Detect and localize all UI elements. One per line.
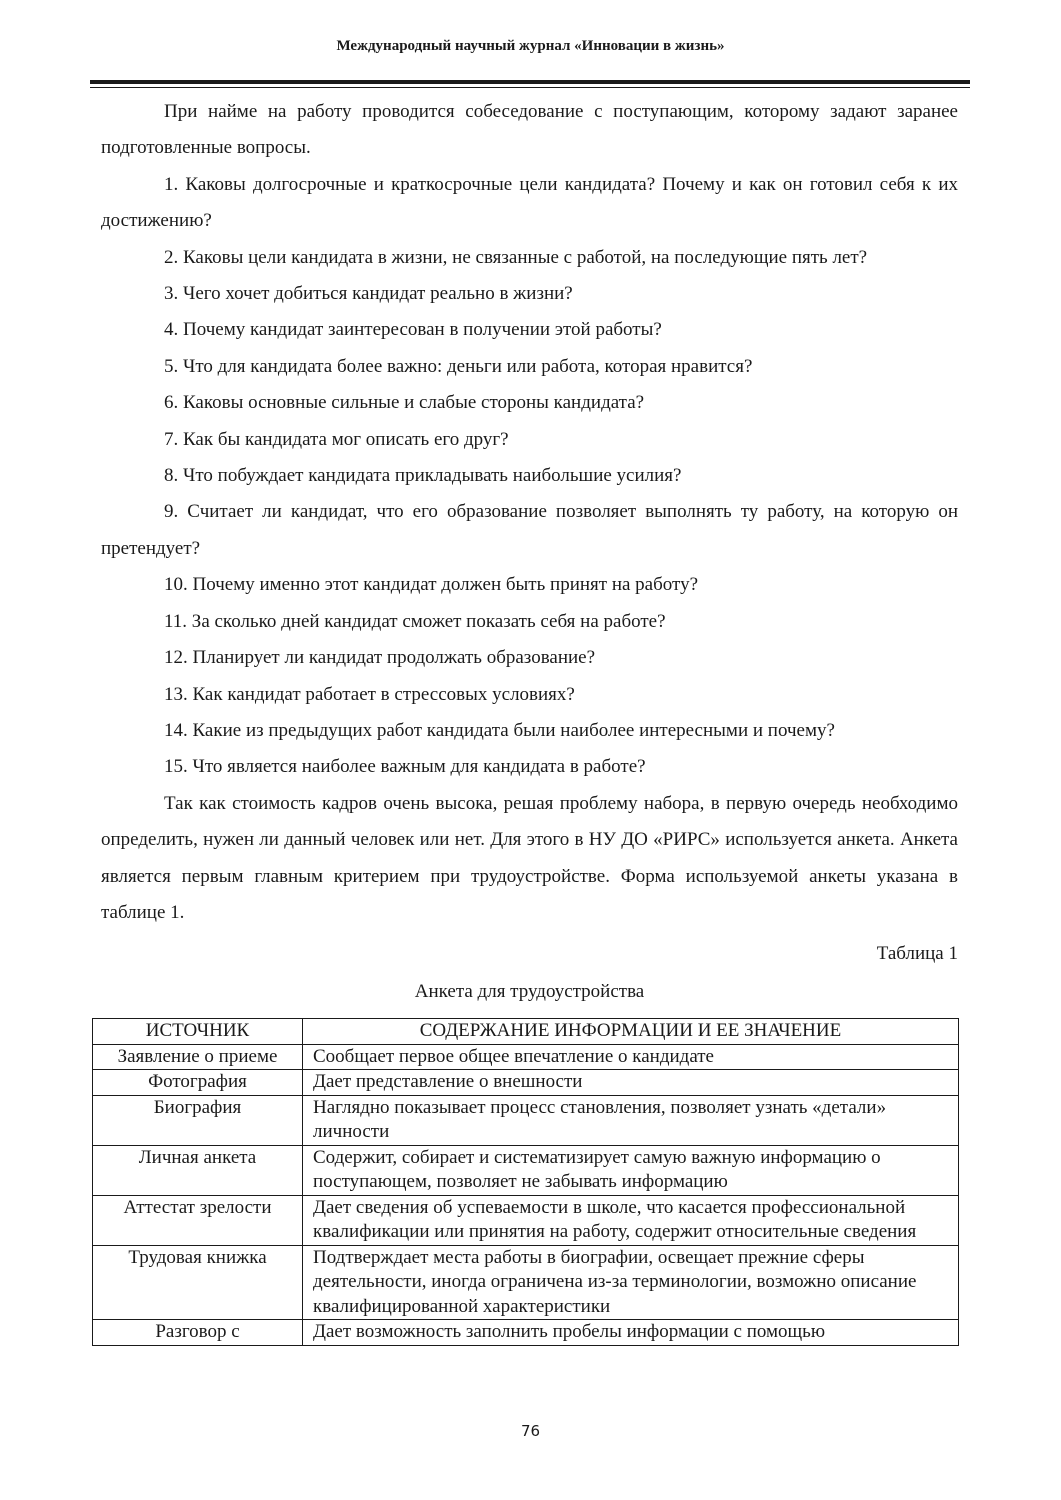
questionnaire-table [92,1018,959,1346]
question-2: 2. Каковы цели кандидата в жизни, не связанные с работой, на последующие пять лет? [164,246,868,268]
table-row [93,1320,959,1346]
row-source: Биография [93,1095,303,1145]
table-row [93,1044,959,1070]
table-row [93,1095,959,1145]
row-source: Заявление о приеме [93,1044,303,1070]
row-content: Дает представление о внешности [303,1070,959,1096]
table-title: Анкета для трудоустройства [414,981,645,1002]
question-15: 15. Что является наиболее важным для кандидата в работе? [164,756,646,778]
header-rule-thin [90,87,970,88]
row-source: Трудовая книжка [93,1245,303,1320]
conclusion-paragraph: Так как стоимость кадров очень высока, решая проблему набора, в первую очередь необходимо определить, нужен ли данный человек или нет. Для этого в НУ ДО «РИРС» используется анкета. Анкета является первым главным критерием при трудоустройстве. Форма используемой анкеты указана в таблице 1. [101,792,958,923]
question-7: 7. Как бы кандидата мог описать его друг? [164,428,509,450]
row-content: Содержит, собирает и систематизирует самую важную информацию о поступающем, позволяет не забывать информацию [303,1145,959,1195]
question-14: 14. Какие из предыдущих работ кандидата были наиболее интересными и почему? [164,719,835,741]
question-9: 9. Считает ли кандидат, что его образование позволяет выполнять ту работу, на которую он претендует? [101,501,958,559]
question-10: 10. Почему именно этот кандидат должен быть принят на работу? [164,574,699,596]
row-content: Сообщает первое общее впечатление о кандидате [303,1044,959,1070]
row-content: Дает сведения об успеваемости в школе, что касается профессиональной квалификации или принятия на работу, содержит относительные сведения [303,1195,959,1245]
row-content: Наглядно показывает процесс становления, позволяет узнать «детали» личности [303,1095,959,1145]
table-row [93,1245,959,1320]
table-caption: Таблица 1 [876,943,958,964]
question-4: 4. Почему кандидат заинтересован в получении этой работы? [164,319,662,341]
header-rule-thick [90,80,970,84]
article-body [101,94,958,931]
question-13: 13. Как кандидат работает в стрессовых условиях? [164,683,575,705]
journal-header: Международный научный журнал «Инновации в жизнь» [336,38,725,54]
question-12: 12. Планирует ли кандидат продолжать образование? [164,647,596,669]
header-content: СОДЕРЖАНИЕ ИНФОРМАЦИИ И ЕЕ ЗНАЧЕНИЕ [303,1019,959,1045]
table-header-row [93,1019,959,1045]
question-8: 8. Что побуждает кандидата прикладывать наибольшие усилия? [164,465,682,487]
row-source: Личная анкета [93,1145,303,1195]
table-row [93,1145,959,1195]
page-number: 76 [520,1422,541,1440]
table-row [93,1195,959,1245]
question-3: 3. Чего хочет добиться кандидат реально в жизни? [164,283,573,305]
question-11: 11. За сколько дней кандидат сможет показать себя на работе? [164,610,666,632]
table-row [93,1070,959,1096]
question-1: 1. Каковы долгосрочные и краткосрочные цели кандидата? Почему и как он готовил себя к их достижению? [101,173,958,232]
row-source: Разговор с [93,1320,303,1346]
row-content: Дает возможность заполнить пробелы информации с помощью [303,1320,959,1346]
header-source: ИСТОЧНИК [93,1019,303,1045]
question-5: 5. Что для кандидата более важно: деньги или работа, которая нравится? [164,355,753,377]
intro-paragraph: При найме на работу проводится собеседование с поступающим, которому задают заранее подготовленные вопросы. [101,101,958,159]
row-source: Аттестат зрелости [93,1195,303,1245]
row-content: Подтверждает места работы в биографии, освещает прежние сферы деятельности, иногда ограничена из-за терминологии, возможно описание квалифицированной характеристики [303,1245,959,1320]
row-source: Фотография [93,1070,303,1096]
question-6: 6. Каковы основные сильные и слабые стороны кандидата? [164,392,645,414]
